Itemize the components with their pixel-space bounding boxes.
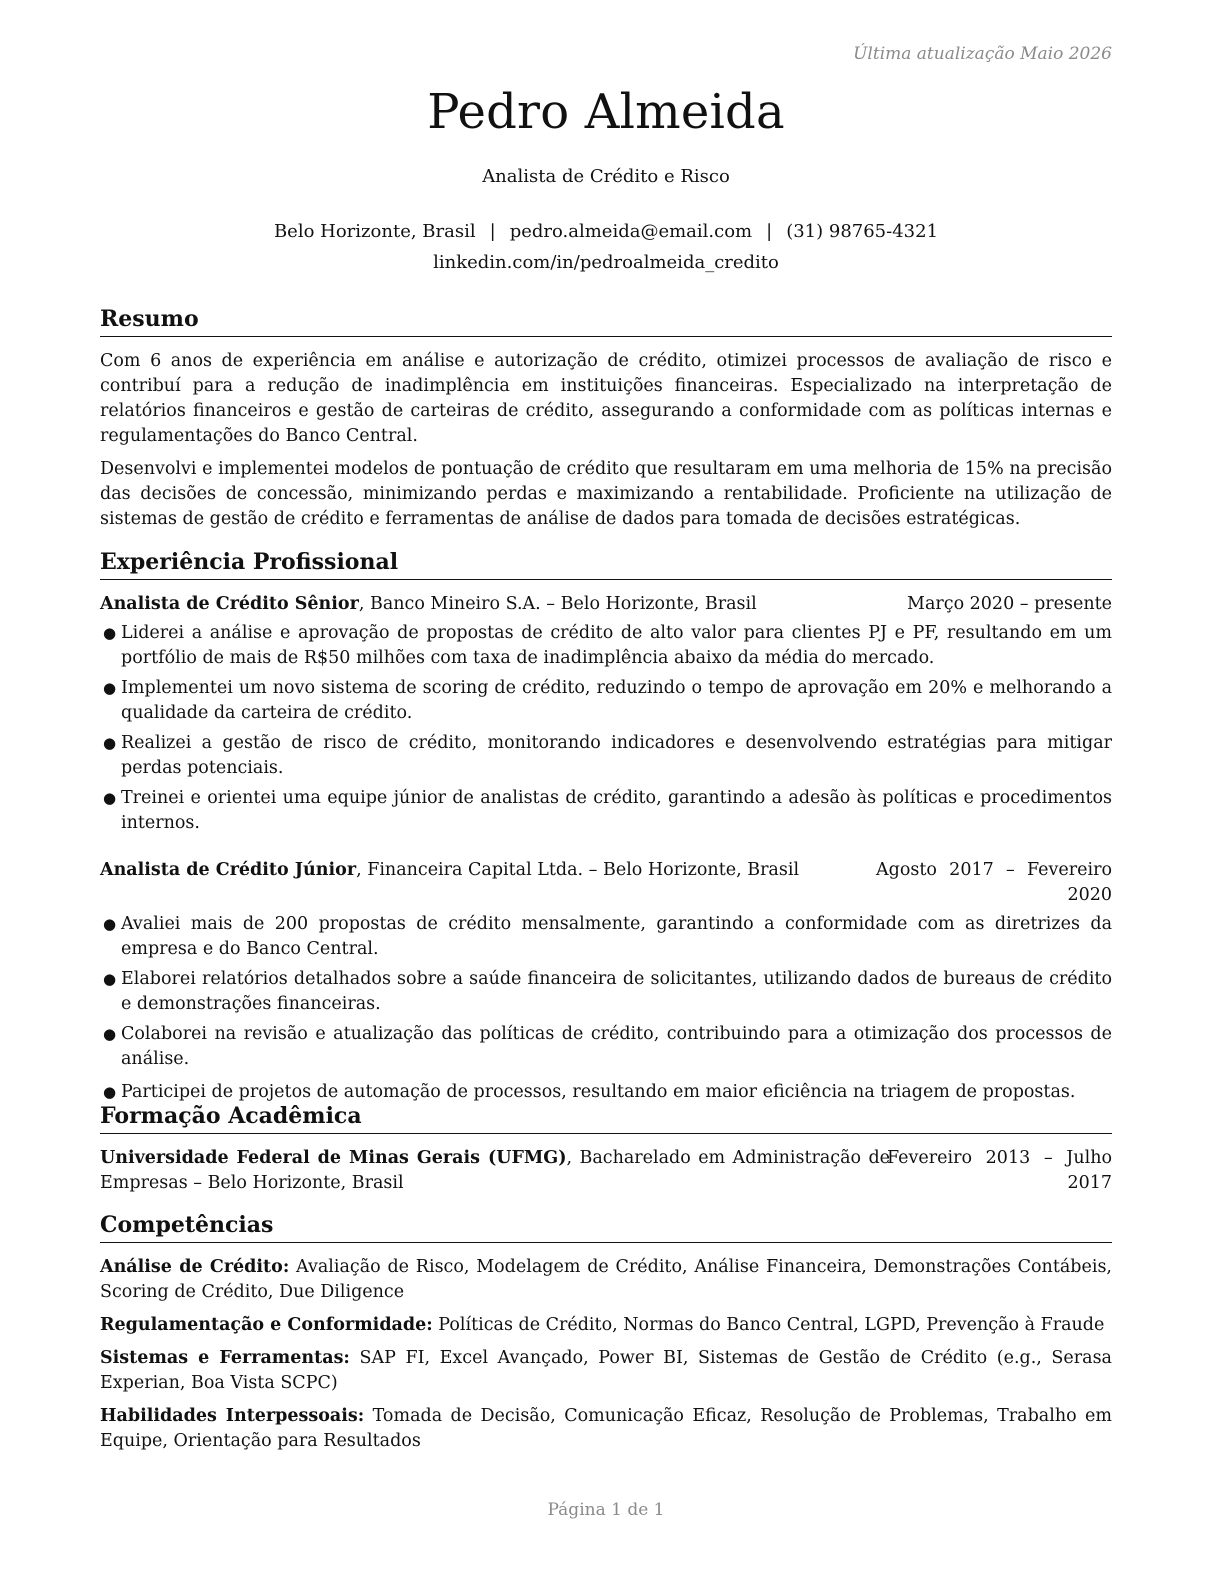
location: Belo Horizonte, Brasil <box>273 221 476 242</box>
list-item: ● Implementei um novo sistema de scoring de crédito, reduzindo o tempo de aprovação em 20% e melhorando a qualidade da carteira de crédito. <box>103 678 1112 723</box>
separator: | <box>766 221 773 242</box>
list-item: ● Liderei a análise e aprovação de propostas de crédito de alto valor para clientes PJ e PF, resultando em um portfólio de mais de R$50 milhões com taxa de inadimplência abaixo da média do mercado. <box>103 623 1112 668</box>
section-title-summary: Resumo <box>100 304 1112 337</box>
summary-paragraph: Com 6 anos de experiência em análise e autorização de crédito, otimizei processos de avaliação de risco e contribuí para a redução de inadimplência em instituições financeiras. Especializado na interpretação de relatórios financeiros e gestão de carteiras de crédito, assegurando a conformidade com as políticas internas e regulamentações do Banco Central. <box>100 351 1112 446</box>
summary-paragraph: Desenvolvi e implementei modelos de pontuação de crédito que resultaram em uma melhoria de 15% na precisão das decisões de concessão, minimizando perdas e maximizando a rentabilidade. Proficiente na utilização de sistemas de gestão de crédito e ferramentas de análise de dados para tomada de decisões estratégicas. <box>100 459 1112 529</box>
bullet-icon: ● <box>103 1025 117 1043</box>
page-number: Página 1 de 1 <box>547 1500 665 1520</box>
skill-row <box>100 1346 1112 1396</box>
bullet-icon: ● <box>103 789 117 807</box>
list-item: ● Participei de projetos de automação de processos, resultando em maior eficiência na triagem de propostas. <box>100 1080 1112 1105</box>
summary-section <box>100 304 1112 532</box>
section-title-education: Formação Acadêmica <box>100 1101 1112 1134</box>
linkedin-link[interactable]: linkedin.com/in/pedroalmeida_credito <box>433 252 779 273</box>
list-item: ● Avaliei mais de 200 propostas de crédito mensalmente, garantindo a conformidade com as diretrizes da empresa e do Banco Central. <box>103 914 1112 959</box>
skill-value: Políticas de Crédito, Normas do Banco Central, LGPD, Prevenção à Fraude <box>432 1315 1105 1335</box>
candidate-name: Pedro Almeida <box>427 84 785 140</box>
job-dates: Março 2020 – presente <box>907 594 1112 614</box>
list-item: ● Realizei a gestão de risco de crédito, monitorando indicadores e desenvolvendo estratégias para mitigar perdas potenciais. <box>103 733 1112 778</box>
last-updated: Última atualização Maio 2026 <box>853 44 1112 64</box>
email-link[interactable]: pedro.almeida@email.com <box>509 221 753 242</box>
list-item: ● Treinei e orientei uma equipe júnior de analistas de crédito, garantindo a adesão às políticas e procedimentos internos. <box>103 788 1112 833</box>
bullet-icon: ● <box>103 915 117 933</box>
bullet-icon: ● <box>103 679 117 697</box>
candidate-role: Analista de Crédito e Risco <box>482 166 730 187</box>
degree: , Bacharelado em Administração de Empresas – Belo Horizonte, Brasil <box>100 1148 891 1193</box>
education-section <box>100 1101 1112 1196</box>
list-item: ● Colaborei na revisão e atualização das políticas de crédito, contribuindo para a otimização dos processos de análise. <box>103 1024 1112 1069</box>
skill-label: Análise de Crédito: <box>100 1257 290 1277</box>
job-role: Analista de Crédito Júnior <box>100 860 357 880</box>
phone: (31) 98765-4321 <box>786 221 939 242</box>
contact-line <box>100 219 1112 245</box>
job-header <box>100 592 1112 617</box>
job-header <box>100 858 1112 908</box>
section-title-experience: Experiência Profissional <box>100 547 1112 580</box>
skills-section <box>100 1210 1112 1454</box>
bullet-icon: ● <box>103 1083 117 1101</box>
skill-row <box>100 1404 1112 1454</box>
skill-label: Habilidades Interpessoais: <box>100 1406 365 1426</box>
skill-row <box>100 1313 1112 1338</box>
job-bullets <box>100 912 1112 1105</box>
list-item: ● Elaborei relatórios detalhados sobre a saúde financeira de solicitantes, utilizando dados de bureaus de crédito e demonstrações financeiras. <box>103 969 1112 1014</box>
job-company: , Banco Mineiro S.A. – Belo Horizonte, Brasil <box>358 594 757 614</box>
skill-label: Regulamentação e Conformidade: <box>100 1315 433 1335</box>
education-dates: Fevereiro 2013 – Julho 2017 <box>887 1148 1112 1193</box>
resume-page <box>100 0 1112 1584</box>
education-entry <box>100 1146 1112 1196</box>
separator: | <box>489 221 496 242</box>
school-name: Universidade Federal de Minas Gerais (UFMG) <box>100 1148 567 1168</box>
section-title-skills: Competências <box>100 1210 1112 1243</box>
bullet-icon: ● <box>103 734 117 752</box>
bullet-icon: ● <box>103 970 117 988</box>
skill-value: SAP FI, Excel Avançado, Power BI, Sistemas de Gestão de Crédito (e.g., Serasa Experian, Boa Vista SCPC) <box>100 1348 1112 1393</box>
bullet-icon: ● <box>103 624 117 642</box>
skill-value: Avaliação de Risco, Modelagem de Crédito, Análise Financeira, Demonstrações Contábeis, Scoring de Crédito, Due Diligence <box>100 1257 1112 1302</box>
skill-value: Tomada de Decisão, Comunicação Eficaz, Resolução de Problemas, Trabalho em Equipe, Orientação para Resultados <box>100 1406 1112 1451</box>
experience-section <box>100 547 1112 1105</box>
job-dates: Agosto 2017 – Fevereiro 2020 <box>876 860 1112 905</box>
job-bullets <box>100 621 1112 836</box>
job-company: , Financeira Capital Ltda. – Belo Horizonte, Brasil <box>356 860 800 880</box>
skill-label: Sistemas e Ferramentas: <box>100 1348 350 1368</box>
skill-row <box>100 1255 1112 1305</box>
job-role: Analista de Crédito Sênior <box>100 594 359 614</box>
